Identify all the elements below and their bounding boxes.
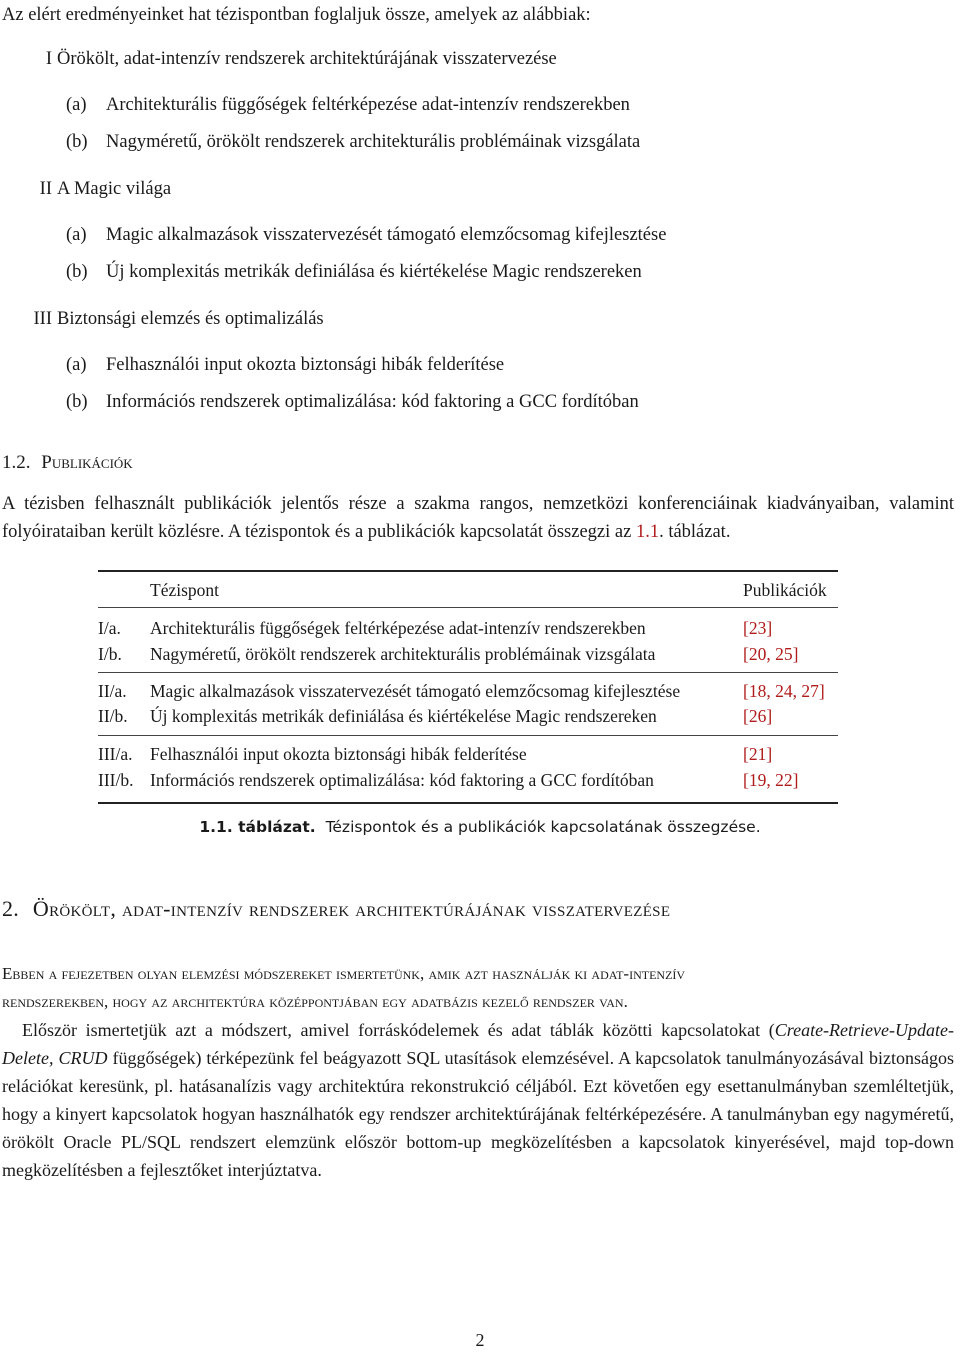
section-title: Publikációk [41,452,133,473]
table-row-text: Felhasználói input okozta biztonsági hibák felderítése [150,744,527,764]
chapter-heading [2,896,670,922]
table-row-id: II/a. [98,681,127,701]
table-row-text: Nagyméretű, örökölt rendszerek architekturális problémáinak vizsgálata [150,644,656,664]
table-row-text: Magic alkalmazások visszatervezését támogató elemzőcsomag kifejlesztése [150,681,681,701]
thesis-3-title: Biztonsági elemzés és optimalizálás [57,309,324,329]
chapter-lead [2,960,957,1016]
thesis-2b-text: Új komplexitás metrikák definiálása és kiértékelése Magic rendszereken [106,262,642,282]
ref-link[interactable]: 26 [748,706,767,726]
table-rule-header [98,607,838,608]
thesis-2a-text: Magic alkalmazások visszatervezését támogató elemzőcsomag kifejlesztése [106,225,667,245]
publications-text-1: A tézisben felhasznált publikációk jelentős része a szakma rangos, nemzetközi konferenciáinak kiadványaiban, valamint folyóirataiban került közlésre. A tézispontok és a publikációk kapcsolatát összegzi az [2,494,954,542]
thesis-3b-label: (b) [66,392,88,412]
thesis-1-title: Örökölt, adat-intenzív rendszerek architektúrájának visszatervezése [57,49,557,69]
chapter-paragraph-a: Először ismertetjük azt a módszert, amivel forráskódelemek és adat táblák közötti kapcsolatokat ( [22,1020,775,1040]
publications-paragraph [2,490,954,546]
table-row-id: I/b. [98,644,122,664]
chapter-title: Örökölt, adat-intenzív rendszerek architektúrájának visszatervezése [32,896,671,921]
table-rule-group [98,672,838,673]
thesis-3b-text: Információs rendszerek optimalizálása: kód faktoring a GCC fordítóban [106,392,639,412]
thesis-2-title: A Magic világa [57,179,172,199]
table-row-refs: [21] [743,744,773,764]
table-row-text: Új komplexitás metrikák definiálása és kiértékelése Magic rendszereken [150,706,657,726]
ref-link[interactable]: 19 [748,770,767,790]
chapter-paragraph-italic: Create-Retrieve-Update-Delete, CRUD [2,1020,954,1068]
thesis-2a-label: (a) [66,225,87,245]
thesis-3a-text: Felhasználói input okozta biztonsági hibák felderítése [106,355,505,375]
ref-link[interactable]: 18 [748,681,767,701]
table-row-id: III/b. [98,770,134,790]
thesis-1b-label: (b) [66,132,88,152]
table-caption-text: Tézispontok és a publikációk kapcsolatának összegzése. [325,818,761,836]
ref-link[interactable]: 22 [775,770,793,790]
chapter-number: 2. [2,896,20,921]
ref-link[interactable]: 24 [775,681,793,701]
ref-link[interactable]: 27 [801,681,819,701]
table-row-text: Információs rendszerek optimalizálása: kód faktoring a GCC fordítóban [150,770,654,790]
table-ref-link[interactable]: 1.1 [635,522,660,542]
thesis-1a-label: (a) [66,95,87,115]
table-rule-group [98,735,838,736]
table-row-refs: [26] [743,706,773,726]
section-number: 1.2. [2,452,31,473]
page-number: 2 [475,1330,485,1350]
thesis-1-number: I [45,49,52,69]
thesis-1b-text: Nagyméretű, örökölt rendszerek architekturális problémáinak vizsgálata [106,132,641,152]
table-header-pubs: Publikációk [743,580,827,600]
thesis-3-number: III [33,309,52,329]
table-row-refs: [20, 25] [743,644,799,664]
table-row-refs: [19, 22] [743,770,799,790]
table-rule-bottom [98,802,838,804]
intro-text: Az elért eredményeinket hat tézispontban foglaljuk össze, amelyek az alábbiak: [2,5,591,25]
table-caption-label: 1.1. táblázat. [199,818,316,836]
chapter-paragraph [2,1016,954,1184]
table-row-id: II/b. [98,706,128,726]
chapter-lead-line-1: Ebben a fejezetben olyan elemzési módszereket ismertetünk, amik azt használják ki adat-intenzív [2,964,686,983]
table-header-thesis: Tézispont [150,580,220,600]
table-row-refs: [18, 24, 27] [743,681,825,701]
thesis-1a-text: Architekturális függőségek feltérképezése adat-intenzív rendszerekben [106,95,630,115]
section-heading-publications [2,452,133,475]
table-row-id: I/a. [98,618,121,638]
ref-link[interactable]: 21 [748,744,767,764]
table-rule-top [98,570,838,572]
thesis-3a-label: (a) [66,355,87,375]
table-row-text: Architekturális függőségek feltérképezése adat-intenzív rendszerekben [150,618,646,638]
chapter-lead-line-2: rendszerekben, hogy az architektúra középpontjában egy adatbázis kezelő rendszer van. [2,992,628,1011]
ref-link[interactable]: 23 [748,618,767,638]
table-caption [0,818,960,837]
ref-link[interactable]: 25 [775,644,793,664]
table-row-refs: [23] [743,618,773,638]
publications-text-2: . táblázat. [659,522,731,542]
ref-link[interactable]: 20 [748,644,767,664]
thesis-2-number: II [39,179,52,199]
chapter-paragraph-b: függőségek) térképezünk fel beágyazott SQL utasítások elemzésével. A kapcsolatok tanulmányozásával biztonságos relációkat keresünk, pl. hatásanalízis vagy architektúra rekonstrukció céljából. Ezt követően egy esettanulmányban szemléltetjük, hogy a kinyert kapcsolatok hogyan használhatók egy rendszer architektúrájának feltérképezésére. A tanulmányban egy nagyméretű, örökölt Oracle PL/SQL rendszert elemzünk először bottom-up megközelítésben a kapcsolatok kinyerésével, majd top-down megközelítésben a fejlesztőket interjúztatva. [2,1048,955,1180]
thesis-2b-label: (b) [66,262,88,282]
table-row-id: III/a. [98,744,133,764]
